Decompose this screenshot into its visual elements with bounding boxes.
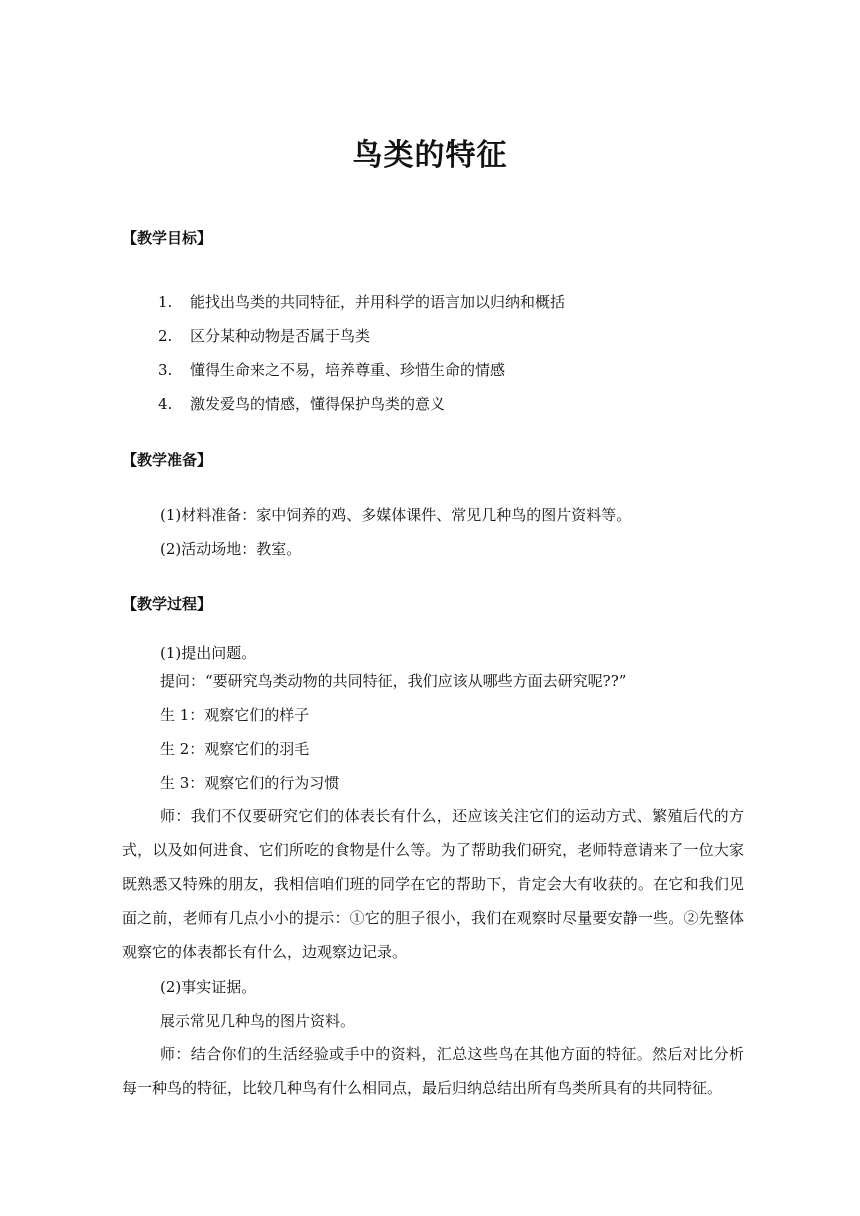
process-line: 生 2：观察它们的羽毛 [160,740,310,758]
goal-item: 激发爱鸟的情感，懂得保护鸟类的意义 [190,395,446,413]
process-line: 生 3：观察它们的行为习惯 [160,774,340,792]
section-heading-prep: 【教学准备】 [122,451,213,469]
prep-line: (2)活动场地：教室。 [160,540,302,558]
process-line: (2)事实证据。 [160,978,257,996]
goal-number: 1. [158,293,173,311]
process-line: 生 1：观察它们的样子 [160,706,310,724]
process-line: 提问：“要研究鸟类动物的共同特征，我们应该从哪些方面去研究呢??” [160,672,627,690]
process-paragraph: 师：我们不仅要研究它们的体表长有什么，还应该关注它们的运动方式、繁殖后代的方式，以及如何进食、它们所吃的食物是什么等。为了帮助我们研究，老师特意请来了一位大家既熟悉又特殊的朋友，我相信咱们班的同学在它的帮助下，肯定会大有收获的。在它和我们见面之前，老师有几点小小的提示：①它的胆子很小，我们在观察时尽量要安静一些。②先整体观察它的体表都长有什么，边观察边记录。 [122,807,744,961]
goal-item: 懂得生命来之不易，培养尊重、珍惜生命的情感 [190,361,506,379]
process-line: 展示常见几种鸟的图片资料。 [160,1012,356,1030]
section-heading-process: 【教学过程】 [122,595,213,613]
section-heading-goals: 【教学目标】 [122,229,213,247]
prep-line: (1)材料准备：家中饲养的鸡、多媒体课件、常见几种鸟的图片资料等。 [160,506,632,524]
document-title: 鸟类的特征 [352,138,508,173]
process-paragraph: 师：结合你们的生活经验或手中的资料，汇总这些鸟在其他方面的特征。然后对比分析每一种鸟的特征，比较几种鸟有什么相同点，最后归纳总结出所有鸟类所具有的共同特征。 [122,1045,744,1097]
goal-item: 区分某种动物是否属于鸟类 [190,327,371,345]
goal-number: 4. [158,395,173,413]
goal-number: 3. [158,361,173,379]
goal-number: 2. [158,327,173,345]
goal-item: 能找出鸟类的共同特征，并用科学的语言加以归纳和概括 [190,293,566,311]
process-line: (1)提出问题。 [160,644,257,662]
